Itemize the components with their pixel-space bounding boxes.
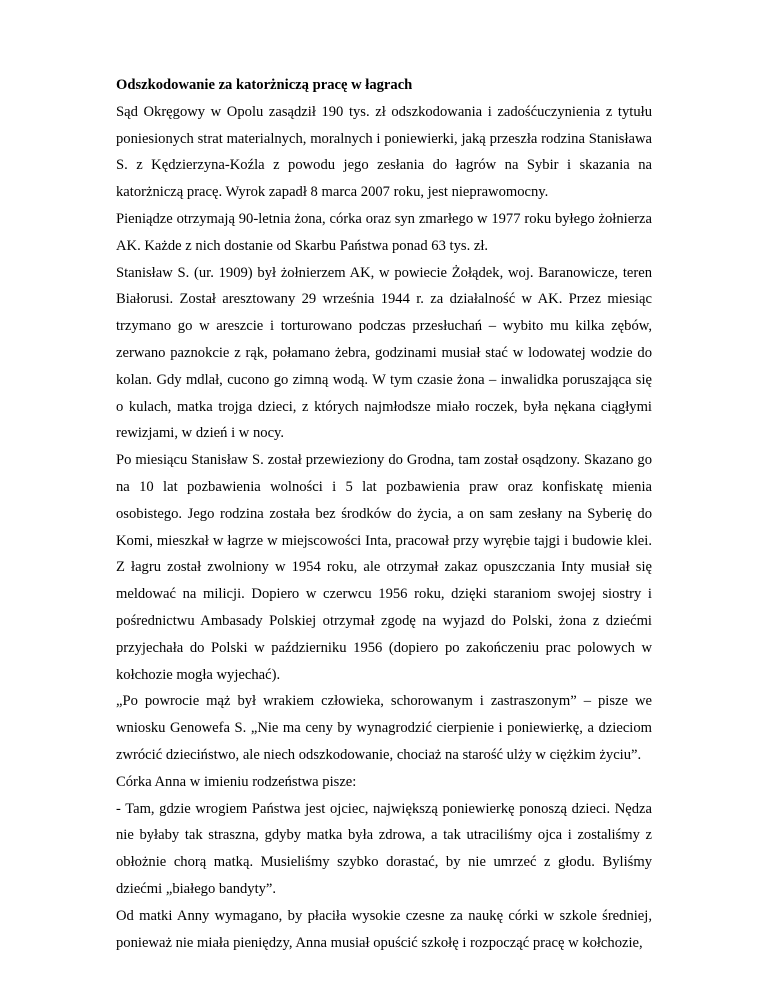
article-title: Odszkodowanie za katorżniczą pracę w łagrach: [116, 77, 413, 93]
paragraph-wife-quote: „Po powrocie mąż był wrakiem człowieka, schorowanym i zastraszonym” – pisze we wniosku Genowefa S. „Nie ma ceny by wynagrodzić cierpienie i poniewierkę, a dzieciom zwrócić dzieciństwo, ale niech odszkodowanie, chociaż na starość ulży w ciężkim życiu”.: [116, 693, 652, 763]
document-page: [116, 72, 652, 956]
paragraph-recipients: Pieniądze otrzymają 90-letnia żona, córka oraz syn zmarłego w 1977 roku byłego żołnierza AK. Każde z nich dostanie od Skarbu Państwa ponad 63 tys. zł.: [116, 210, 652, 254]
paragraph-daughter-quote: - Tam, gdzie wrogiem Państwa jest ojciec, największą poniewierkę ponoszą dzieci. Nędza nie byłaby tak straszna, gdyby matka była zdrowa, a tak utraciliśmy ojca i zostaliśmy z obłożnie chorą matką. Musieliśmy szybko dorastać, by nie umrzeć z głodu. Byliśmy dziećmi „białego bandyty”.: [116, 800, 652, 897]
paragraph-court-ruling: Sąd Okręgowy w Opolu zasądził 190 tys. zł odszkodowania i zadośćuczynienia z tytułu poniesionych strat materialnych, moralnych i poniewierki, jaką przeszła rodzina Stanisława S. z Kędzierzyna-Koźla z powodu jego zesłania do łagrów na Sybir i skazania na katorżniczą pracę. Wyrok zapadł 8 marca 2007 roku, jest nieprawomocny.: [116, 103, 652, 201]
paragraph-arrest: Stanisław S. (ur. 1909) był żołnierzem AK, w powiecie Żołądek, woj. Baranowicze, teren Białorusi. Został aresztowany 29 września 1944 r. za działalność w AK. Przez miesiąc trzymano go w areszcie i torturowano podczas przesłuchań – wybito mu kilka zębów, zerwano paznokcie z rąk, połamano żebra, godzinami musiał stać w lodowatej wodzie do kolan. Gdy mdlał, cucono go zimną wodą. W tym czasie żona – inwalidka poruszająca się o kulach, matka trojga dzieci, z których najmłodsze miało roczek, była nękana ciągłymi rewizjami, w dzień i w nocy.: [116, 264, 652, 442]
paragraph-sentence-exile: Po miesiącu Stanisław S. został przewieziony do Grodna, tam został osądzony. Skazano go na 10 lat pozbawienia wolności i 5 lat pozbawienia praw oraz konfiskatę mienia osobistego. Jego rodzina została bez środków do życia, a on sam zesłany na Syberię do Komi, mieszkał w łagrze w miejscowości Inta, pracował przy wyrębie tajgi i budowie klei. Z łagru został zwolniony w 1954 roku, ale otrzymał zakaz opuszczania Inty musiał się meldować na milicji. Dopiero w czerwcu 1956 roku, dzięki staraniom swojej siostry i pośrednictwu Ambasady Polskiej otrzymał zgodę na wyjazd do Polski, żona z dziećmi przyjechała do Polski w październiku 1956 (dopiero po zakończeniu prac polowych w kołchozie mogła wyjechać).: [116, 452, 652, 683]
paragraph-daughter-intro: Córka Anna w imieniu rodzeństwa pisze:: [116, 773, 357, 790]
paragraph-school-fees: Od matki Anny wymagano, by płaciła wysokie czesne za naukę córki w szkole średniej, ponieważ nie miała pieniędzy, Anna musiał opuścić szkołę i rozpocząć pracę w kołchozie,: [116, 907, 652, 951]
